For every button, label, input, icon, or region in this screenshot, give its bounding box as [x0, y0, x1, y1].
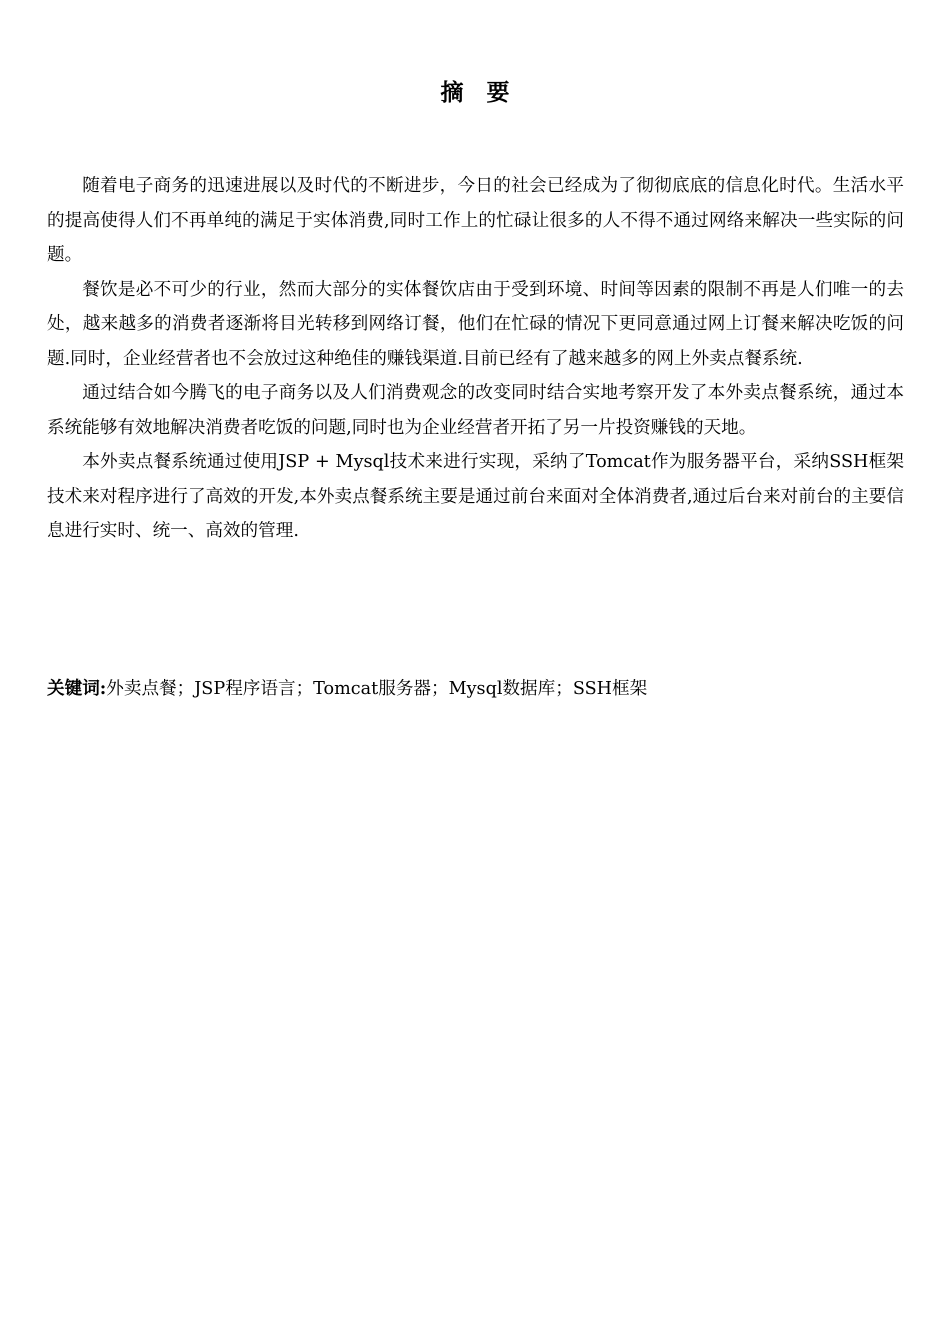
keywords-line	[47, 672, 904, 706]
abstract-paragraph-4: 本外卖点餐系统通过使用JSP + Mysql技术来进行实现，采纳了Tomcat作为服务器平台，采纳SSH框架技术来对程序进行了高效的开发,本外卖点餐系统主要是通过前台来面对全体消费者,通过后台来对前台的主要信息进行实时、统一、高效的管理.	[47, 452, 904, 541]
keywords-text: 外卖点餐；JSP程序语言；Tomcat服务器；Mysql数据库；SSH框架	[106, 679, 648, 699]
abstract-paragraph-2: 餐饮是必不可少的行业，然而大部分的实体餐饮店由于受到环境、时间等因素的限制不再是人们唯一的去处，越来越多的消费者逐渐将目光转移到网络订餐，他们在忙碌的情况下更同意通过网上订餐来解决吃饭的问题.同时，企业经营者也不会放过这种绝佳的赚钱渠道.目前已经有了越来越多的网上外卖点餐系统.	[47, 279, 904, 369]
keywords-label: 关键词:	[47, 678, 107, 699]
abstract-body	[47, 169, 904, 549]
abstract-title: 摘 要	[440, 79, 510, 106]
abstract-paragraph-3: 通过结合如今腾飞的电子商务以及人们消费观念的改变同时结合实地考察开发了本外卖点餐系统，通过本系统能够有效地解决消费者吃饭的问题,同时也为企业经营者开拓了另一片投资赚钱的天地。	[47, 383, 904, 438]
abstract-paragraph-1: 随着电子商务的迅速进展以及时代的不断进步，今日的社会已经成为了彻彻底底的信息化时代。生活水平的提高使得人们不再单纯的满足于实体消费,同时工作上的忙碌让很多的人不得不通过网络来解决一些实际的问题。	[47, 176, 904, 265]
